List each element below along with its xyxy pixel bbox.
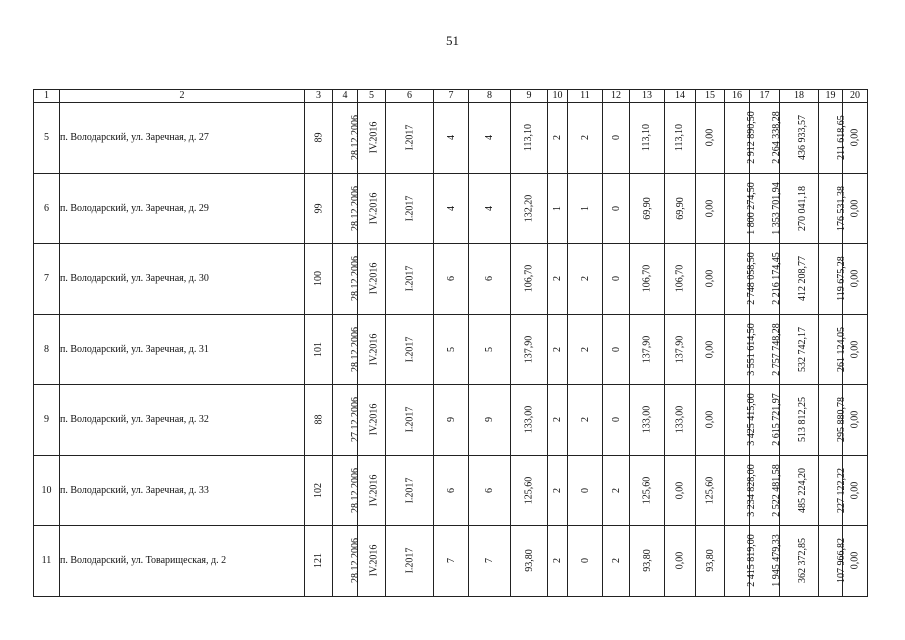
- value-text: 1 945 479,33: [770, 534, 782, 587]
- value-cell: [305, 385, 333, 456]
- address-cell: п. Володарский, ул. Заречная, д. 33: [60, 455, 305, 526]
- value-text: IV.2016: [368, 474, 380, 507]
- value-text: 2 615 721,97: [770, 393, 782, 446]
- value-cell: [568, 526, 603, 597]
- value-cell: [603, 173, 630, 244]
- column-number-6: 6: [386, 90, 434, 103]
- value-cell: [469, 103, 511, 174]
- value-cell: [358, 103, 386, 174]
- column-number-5: 5: [358, 90, 386, 103]
- value-text: I.2017: [404, 547, 415, 574]
- value-text: 2: [552, 276, 563, 282]
- value-text: 0,00: [849, 270, 861, 288]
- value-cell: [725, 385, 757, 456]
- value-cell: [630, 244, 665, 315]
- value-text: 5: [445, 346, 457, 352]
- value-cell: [511, 103, 548, 174]
- value-cell: [819, 526, 847, 597]
- value-cell: [469, 314, 511, 385]
- value-cell: [603, 526, 630, 597]
- value-text: 132,20: [523, 194, 535, 222]
- value-text: 113,10: [674, 124, 686, 152]
- value-cell: [333, 173, 361, 244]
- value-text: 2: [610, 558, 622, 564]
- value-text: I.2017: [404, 477, 415, 504]
- value-text: 0,00: [704, 199, 716, 217]
- value-text: 6: [445, 276, 457, 282]
- column-number-10: 10: [548, 90, 568, 103]
- value-text: 362 372,85: [797, 538, 808, 584]
- value-text: 102: [313, 482, 324, 498]
- value-text: 2: [579, 135, 591, 141]
- value-text: 0: [610, 135, 622, 141]
- value-text: 0: [610, 205, 622, 211]
- column-number-1: 1: [34, 90, 60, 103]
- value-cell: [511, 385, 548, 456]
- value-cell: [819, 385, 847, 456]
- value-text: 1 353 701,94: [770, 182, 782, 235]
- value-cell: [305, 455, 333, 526]
- value-cell: [819, 173, 847, 244]
- value-cell: [386, 314, 434, 385]
- value-cell: [725, 455, 757, 526]
- value-text: 2 216 174,45: [770, 252, 782, 305]
- value-cell: [358, 314, 386, 385]
- value-cell: [696, 455, 725, 526]
- value-text: 3 425 415,00: [745, 393, 757, 446]
- value-cell: [780, 103, 819, 174]
- table-row: [34, 103, 868, 174]
- value-cell: [434, 173, 469, 244]
- column-number-13: 13: [630, 90, 665, 103]
- value-cell: [696, 244, 725, 315]
- table-row: [34, 526, 868, 597]
- value-text: 28.12.2006: [350, 115, 361, 161]
- value-cell: [725, 173, 757, 244]
- table-row: [34, 385, 868, 456]
- value-cell: [333, 526, 361, 597]
- value-text: 106,70: [641, 265, 653, 293]
- value-text: 2 264 338,28: [770, 111, 782, 164]
- value-cell: [696, 173, 725, 244]
- value-cell: [386, 385, 434, 456]
- value-text: 227 122,22: [836, 467, 847, 513]
- value-text: 6: [445, 487, 457, 493]
- value-text: 0,00: [849, 411, 861, 429]
- value-text: I.2017: [404, 195, 415, 222]
- value-text: 4: [484, 135, 495, 141]
- value-text: 4: [445, 205, 457, 211]
- value-text: 0,00: [704, 129, 716, 147]
- value-cell: [696, 385, 725, 456]
- value-cell: [780, 314, 819, 385]
- value-cell: [696, 314, 725, 385]
- value-text: 93,80: [704, 549, 716, 572]
- value-cell: [511, 314, 548, 385]
- column-number-11: 11: [568, 90, 603, 103]
- value-text: 3 551 614,50: [745, 323, 757, 376]
- address-cell: п. Володарский, ул. Товарищеская, д. 2: [60, 526, 305, 597]
- value-text: 1 800 274,50: [745, 182, 757, 235]
- value-text: 261 124,05: [836, 326, 847, 372]
- value-cell: [819, 455, 847, 526]
- value-text: 88: [313, 414, 324, 425]
- value-cell: [696, 103, 725, 174]
- value-text: I.2017: [404, 406, 415, 433]
- value-text: IV.2016: [368, 333, 380, 366]
- value-cell: [630, 314, 665, 385]
- value-cell: [819, 103, 847, 174]
- value-text: 532 742,17: [797, 326, 808, 372]
- value-cell: [603, 103, 630, 174]
- value-cell: [469, 526, 511, 597]
- value-text: 2: [552, 417, 563, 423]
- value-cell: [333, 244, 361, 315]
- value-text: 99: [313, 203, 324, 214]
- value-cell: [548, 455, 568, 526]
- value-cell: [469, 385, 511, 456]
- value-text: 9: [484, 417, 495, 423]
- value-cell: [665, 173, 696, 244]
- value-cell: [305, 526, 333, 597]
- value-cell: [358, 244, 386, 315]
- value-text: 0,00: [674, 481, 686, 499]
- value-text: 2: [610, 487, 622, 493]
- value-cell: [511, 244, 548, 315]
- value-text: IV.2016: [368, 544, 380, 577]
- value-cell: [386, 455, 434, 526]
- value-text: I.2017: [404, 124, 415, 151]
- value-cell: [819, 244, 847, 315]
- row-number-cell: 11: [34, 526, 60, 597]
- value-text: 270 041,18: [797, 185, 808, 231]
- value-cell: [630, 173, 665, 244]
- value-text: 0,00: [674, 552, 686, 570]
- value-text: 0: [610, 417, 622, 423]
- value-text: 2: [552, 558, 563, 564]
- address-cell: п. Володарский, ул. Заречная, д. 27: [60, 103, 305, 174]
- value-cell: [603, 385, 630, 456]
- value-cell: [725, 103, 757, 174]
- value-text: IV.2016: [368, 121, 380, 154]
- column-number-8: 8: [469, 90, 511, 103]
- value-cell: [665, 244, 696, 315]
- value-cell: [568, 385, 603, 456]
- value-text: 1: [579, 205, 591, 211]
- value-text: 2 748 058,50: [745, 252, 757, 305]
- value-cell: [305, 244, 333, 315]
- value-text: 119 675,28: [835, 256, 847, 302]
- value-cell: [305, 103, 333, 174]
- value-text: 0,00: [849, 129, 861, 147]
- value-text: 113,10: [641, 124, 653, 152]
- value-text: 69,90: [674, 197, 686, 220]
- value-text: 113,10: [523, 124, 535, 152]
- column-number-7: 7: [434, 90, 469, 103]
- value-text: 436 933,57: [797, 115, 808, 161]
- value-cell: [780, 385, 819, 456]
- value-text: 133,00: [523, 406, 535, 434]
- value-cell: [434, 314, 469, 385]
- value-cell: [358, 526, 386, 597]
- value-text: 4: [484, 205, 495, 211]
- value-cell: [333, 103, 361, 174]
- value-cell: [434, 526, 469, 597]
- value-text: 0,00: [704, 411, 716, 429]
- column-number-18: 18: [780, 90, 819, 103]
- value-text: 2 912 890,50: [745, 111, 757, 164]
- address-cell: п. Володарский, ул. Заречная, д. 31: [60, 314, 305, 385]
- value-text: 2: [552, 487, 563, 493]
- value-text: 93,80: [523, 549, 535, 572]
- housing-registry-table: [33, 89, 868, 597]
- value-cell: [305, 173, 333, 244]
- value-text: 2: [552, 135, 563, 141]
- value-cell: [333, 314, 361, 385]
- table-row: [34, 244, 868, 315]
- row-number-cell: 6: [34, 173, 60, 244]
- page-number: 51: [446, 33, 459, 48]
- value-cell: [725, 244, 757, 315]
- value-cell: [434, 244, 469, 315]
- value-cell: [630, 385, 665, 456]
- column-number-17: 17: [750, 90, 780, 103]
- value-text: 101: [313, 341, 324, 357]
- value-cell: [603, 455, 630, 526]
- value-cell: [780, 526, 819, 597]
- value-text: 100: [313, 271, 324, 287]
- table-row: [34, 314, 868, 385]
- value-text: 6: [484, 487, 495, 493]
- value-text: 9: [445, 417, 457, 423]
- value-cell: [665, 385, 696, 456]
- value-text: 125,60: [641, 476, 653, 504]
- value-cell: [548, 314, 568, 385]
- value-text: 107 966,82: [836, 538, 847, 584]
- value-cell: [386, 173, 434, 244]
- value-text: 211 618,65: [835, 115, 847, 161]
- column-number-16: 16: [725, 90, 750, 103]
- value-cell: [358, 385, 386, 456]
- value-cell: [780, 244, 819, 315]
- address-cell: п. Володарский, ул. Заречная, д. 32: [60, 385, 305, 456]
- column-number-4: 4: [333, 90, 358, 103]
- value-cell: [386, 103, 434, 174]
- value-text: 7: [445, 558, 457, 564]
- value-cell: [630, 103, 665, 174]
- column-number-row: [34, 90, 868, 103]
- value-cell: [780, 173, 819, 244]
- value-cell: [548, 244, 568, 315]
- value-cell: [469, 244, 511, 315]
- value-text: 0: [579, 487, 591, 493]
- value-cell: [725, 526, 757, 597]
- value-cell: [333, 455, 361, 526]
- value-text: 6: [484, 276, 495, 282]
- value-text: 0: [610, 276, 622, 282]
- column-number-20: 20: [843, 90, 868, 103]
- value-text: IV.2016: [368, 192, 380, 225]
- value-text: 125,60: [704, 476, 716, 504]
- value-text: IV.2016: [368, 262, 380, 295]
- value-cell: [780, 455, 819, 526]
- value-cell: [434, 455, 469, 526]
- value-cell: [665, 455, 696, 526]
- value-text: 93,80: [641, 549, 653, 572]
- value-text: 176 531,38: [836, 185, 847, 231]
- value-text: 28.12.2006: [350, 256, 361, 302]
- value-cell: [511, 526, 548, 597]
- column-number-12: 12: [603, 90, 630, 103]
- value-text: 0,00: [849, 199, 861, 217]
- value-text: 28.12.2006: [350, 467, 361, 513]
- column-number-15: 15: [696, 90, 725, 103]
- value-text: 28.12.2006: [350, 326, 361, 372]
- value-cell: [603, 244, 630, 315]
- value-cell: [469, 455, 511, 526]
- value-text: 106,70: [523, 265, 535, 293]
- value-text: 125,60: [523, 476, 535, 504]
- value-text: 27.12.2006: [350, 397, 361, 443]
- table-row: [34, 173, 868, 244]
- value-text: 121: [313, 553, 324, 569]
- value-cell: [696, 526, 725, 597]
- address-cell: п. Володарский, ул. Заречная, д. 29: [60, 173, 305, 244]
- value-text: 485 224,20: [797, 467, 808, 513]
- value-cell: [548, 385, 568, 456]
- value-text: 89: [313, 132, 324, 143]
- value-cell: [568, 244, 603, 315]
- row-number-cell: 5: [34, 103, 60, 174]
- value-text: 295 880,78: [836, 397, 847, 443]
- value-text: 0,00: [704, 340, 716, 358]
- value-text: I.2017: [404, 265, 415, 292]
- value-cell: [386, 244, 434, 315]
- value-cell: [568, 455, 603, 526]
- value-cell: [568, 103, 603, 174]
- row-number-cell: 9: [34, 385, 60, 456]
- value-text: 2: [552, 346, 563, 352]
- value-text: 7: [484, 558, 495, 564]
- value-cell: [434, 103, 469, 174]
- value-text: 2: [579, 417, 591, 423]
- value-cell: [665, 526, 696, 597]
- row-number-cell: 10: [34, 455, 60, 526]
- value-cell: [630, 526, 665, 597]
- value-cell: [434, 385, 469, 456]
- value-text: 3 234 828,00: [745, 464, 757, 517]
- value-text: 0: [610, 346, 622, 352]
- value-text: 4: [445, 135, 457, 141]
- value-text: 0: [579, 558, 591, 564]
- value-cell: [548, 526, 568, 597]
- value-text: 0,00: [704, 270, 716, 288]
- value-text: 2 522 481,58: [770, 464, 782, 517]
- column-number-9: 9: [511, 90, 548, 103]
- value-cell: [568, 173, 603, 244]
- value-text: 1: [552, 205, 563, 211]
- value-text: 513 812,25: [797, 397, 808, 443]
- row-number-cell: 7: [34, 244, 60, 315]
- value-text: 0,00: [849, 481, 861, 499]
- value-cell: [511, 173, 548, 244]
- value-cell: [603, 314, 630, 385]
- value-text: 0,00: [849, 552, 861, 570]
- column-number-3: 3: [305, 90, 333, 103]
- value-cell: [469, 173, 511, 244]
- row-number-cell: 8: [34, 314, 60, 385]
- value-text: IV.2016: [368, 403, 380, 436]
- value-cell: [358, 173, 386, 244]
- value-text: 137,90: [641, 335, 653, 363]
- value-text: 412 208,77: [797, 256, 808, 302]
- value-text: 2 757 748,28: [770, 323, 782, 376]
- value-cell: [305, 314, 333, 385]
- value-cell: [725, 314, 757, 385]
- value-text: 0,00: [849, 340, 861, 358]
- value-text: 133,00: [674, 406, 686, 434]
- value-cell: [511, 455, 548, 526]
- column-number-19: 19: [819, 90, 843, 103]
- value-cell: [568, 314, 603, 385]
- value-cell: [333, 385, 361, 456]
- value-text: I.2017: [404, 336, 415, 363]
- column-number-14: 14: [665, 90, 696, 103]
- value-text: 28.12.2006: [350, 538, 361, 584]
- value-cell: [665, 103, 696, 174]
- value-text: 2: [579, 276, 591, 282]
- value-text: 137,90: [523, 335, 535, 363]
- value-text: 137,90: [674, 335, 686, 363]
- table-row: [34, 455, 868, 526]
- value-text: 133,00: [641, 406, 653, 434]
- value-cell: [665, 314, 696, 385]
- value-cell: [548, 103, 568, 174]
- address-cell: п. Володарский, ул. Заречная, д. 30: [60, 244, 305, 315]
- value-cell: [548, 173, 568, 244]
- value-text: 2 415 819,00: [745, 534, 757, 587]
- value-cell: [819, 314, 847, 385]
- value-text: 5: [484, 346, 495, 352]
- value-text: 2: [579, 346, 591, 352]
- value-cell: [630, 455, 665, 526]
- value-text: 106,70: [674, 265, 686, 293]
- column-number-2: 2: [60, 90, 305, 103]
- value-cell: [358, 455, 386, 526]
- value-text: 28.12.2006: [350, 185, 361, 231]
- value-cell: [386, 526, 434, 597]
- value-text: 69,90: [641, 197, 653, 220]
